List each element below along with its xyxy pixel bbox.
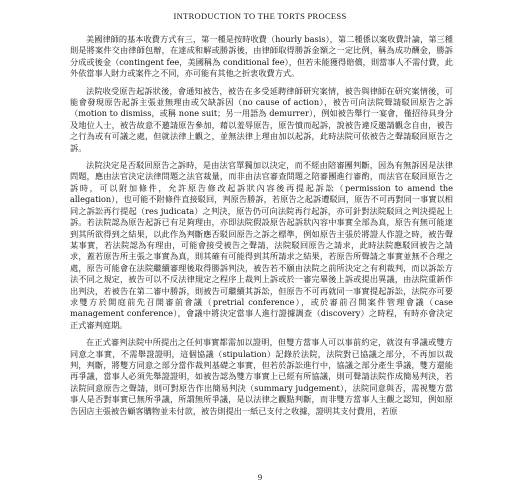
running-header: INTRODUCTION TO THE TORTS PROCESS	[173, 11, 347, 21]
page-number: 9	[257, 472, 263, 482]
paragraph-judge-decision: 法院決定是否駁回原告之訴時，是由法官單獨加以決定，而不經由陪審團判斷，因為有無訴因是法律問題，應由法官決定法律問題之法官裁量，而非由法官審查問題之陪審團進行審酌，而法官在駁回原告之訴時，可以附加條件，允許原告修改起訴狀內容後再提起訴訟（permission to amend the allegation），也可能不附條件直接駁回，判原告勝訴，若原告之起訴遭駁回，原告不可再對同一事實以相同之訴訟再行提起（res judicata）之判決，原告仍可向法院再行起訴，亦可針對法院駁回之判決提起上訴。若法院認為原告起訴已有足夠理由，亦即法院假設原告起訴狀內容中事實全部為真，原告有無可能達到其所欲得到之結果，以此作為判斷應否駁回原告之訴之標準，例如原告主張於將證人作證之時，被告聲某事實，若法院認為有理由，可能會接受被告之聲請，法院駁回原告之請求，此時法院應駁回被告之請求，蓋若原告所主張之事實為真，則其確有可能得到其所請求之結果，若原告所聲請之事實並無不合理之處，原告可能會在法院繼續審理後取得勝訴判決，被告若不願由法院之前所決定之有利裁判，而以訴訟方法不同之規定，被告可以不反法律規定之程序上裁判上訴或於一審完畢後上訴或提出異議，由法院重新作出判決，若被告在第二審中勝訴，則被告可繼續其訴訟，但原告不可再就同一事實提起訴訟，法院亦可要求雙方於開庭前先召開審前會議（pretrial conference），或於審前召開案件管理會議（case management conference），會議中將決定當事人進行證據調查（discovery）之時程，有時亦會決定正式審判庭期。	[70, 160, 453, 330]
paragraph-stipulation: 在正式審判法院中所提出之任何事實都需加以證明，但雙方當事人可以事前約定，就沒有爭議或雙方同意之事實，不需舉證證明，這個協議（stipulation）記錄於法院，法院對已協議之部分，不再加以裁判，判斷，將雙方同意之部分當作裁判基礎之事實，但若於訴訟進行中，協議之部分產生爭議，雙方還能再爭議，當事人必須先舉證證明，如被告認為雙方事實上已經有所協議，則可聲請法院作成簡易判決，若法院同意原告之聲請，則可對原告作出簡易判決（summary judgement），法院同意與否，需視雙方當事人是否對事實已無所爭議，所謂無所爭議，是以法律之觀點判斷，而非雙方當事人主觀之認知，例如原告因店主張被告顧客購物並未付款，被告則提出一紙已支付之收據，證明其支付費用，若原	[70, 337, 453, 416]
body-text	[70, 34, 453, 423]
paragraph-fee-structure: 美國律師的基本收費方式有三，第一種是按時收費（hourly basis），第二種係以案收費計論，第三種則是將案件交由律師包辦，在達成和解或勝訴後，由律師取得勝訴金額之一定比例，稱為成功酬金，勝訴分成或後金（contingent fee，美國稱為 conditional fee），但若未能獲得賠償，則當事人不需付費，此外依當事人財力或案件之不同，亦可能有其他之折衷收費方式。	[70, 34, 453, 79]
paragraph-motion-to-dismiss: 法院收受原告起訴狀後，會通知被告，被告在多受延聘律師研究案情，被告與律師在研究案情後，可能會發現原告起訴主張並無理由或欠缺訴因（no cause of action），被告可向法院聲請駁回原告之訴（motion to dismiss，或稱 none suit；另一用語為 demurrer），例如被告舉行一宴會，僅招待具身分及地位人士，被告故意不邀請原告參加，藉以羞辱原告，原告憤而起訴，說被告違反邀請觀念自由，被告之行為或有可議之處，但就法律上觀之，並無法律上理由加以起訴，此時法院可依被告之聲請駁回原告之訴。	[70, 85, 453, 153]
